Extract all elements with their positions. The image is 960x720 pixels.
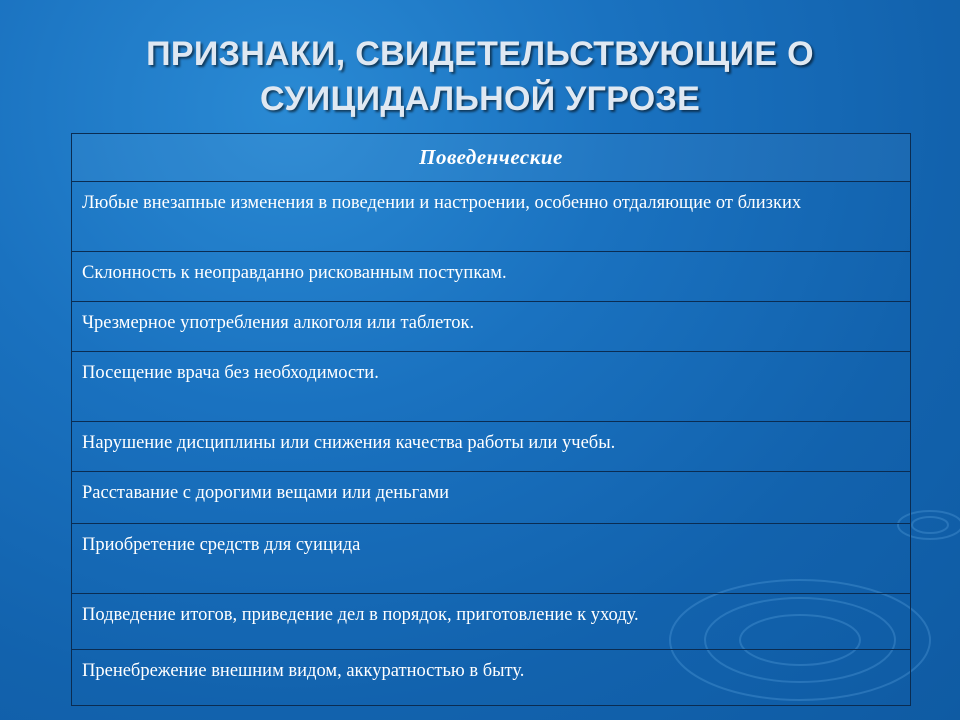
table-cell-summing-up: Подведение итогов, приведение дел в порядок, приготовление к уходу. bbox=[72, 594, 911, 650]
table-row bbox=[72, 650, 911, 706]
behavioral-signs-table bbox=[71, 133, 911, 706]
table-row bbox=[72, 182, 911, 252]
slide-title bbox=[0, 32, 960, 122]
table-cell-giving-away: Расставание с дорогими вещами или деньгами bbox=[72, 472, 911, 524]
table-header-behavioral: Поведенческие bbox=[72, 134, 911, 182]
slide-title-line-2: СУИЦИДАЛЬНОЙ УГРОЗЕ bbox=[259, 80, 701, 118]
table-row bbox=[72, 594, 911, 650]
slide-title-line-1: ПРИЗНАКИ, СВИДЕТЕЛЬСТВУЮЩИЕ О bbox=[146, 35, 814, 73]
table-row bbox=[72, 302, 911, 352]
table-row bbox=[72, 352, 911, 422]
table-row bbox=[72, 422, 911, 472]
table-cell-discipline: Нарушение дисциплины или снижения качества работы или учебы. bbox=[72, 422, 911, 472]
table-cell-sudden-changes: Любые внезапные изменения в поведении и настроении, особенно отдаляющие от близких bbox=[72, 182, 911, 252]
table-cell-alcohol-pills: Чрезмерное употребления алкоголя или таблеток. bbox=[72, 302, 911, 352]
table-row bbox=[72, 524, 911, 594]
table-cell-doctor-visits: Посещение врача без необходимости. bbox=[72, 352, 911, 422]
table-cell-neglect-appearance: Пренебрежение внешним видом, аккуратностью в быту. bbox=[72, 650, 911, 706]
table-row bbox=[72, 252, 911, 302]
table-row bbox=[72, 472, 911, 524]
table-header-row bbox=[72, 134, 911, 182]
table-cell-risky-actions: Склонность к неоправданно рискованным поступкам. bbox=[72, 252, 911, 302]
table-cell-acquiring-means: Приобретение средств для суицида bbox=[72, 524, 911, 594]
